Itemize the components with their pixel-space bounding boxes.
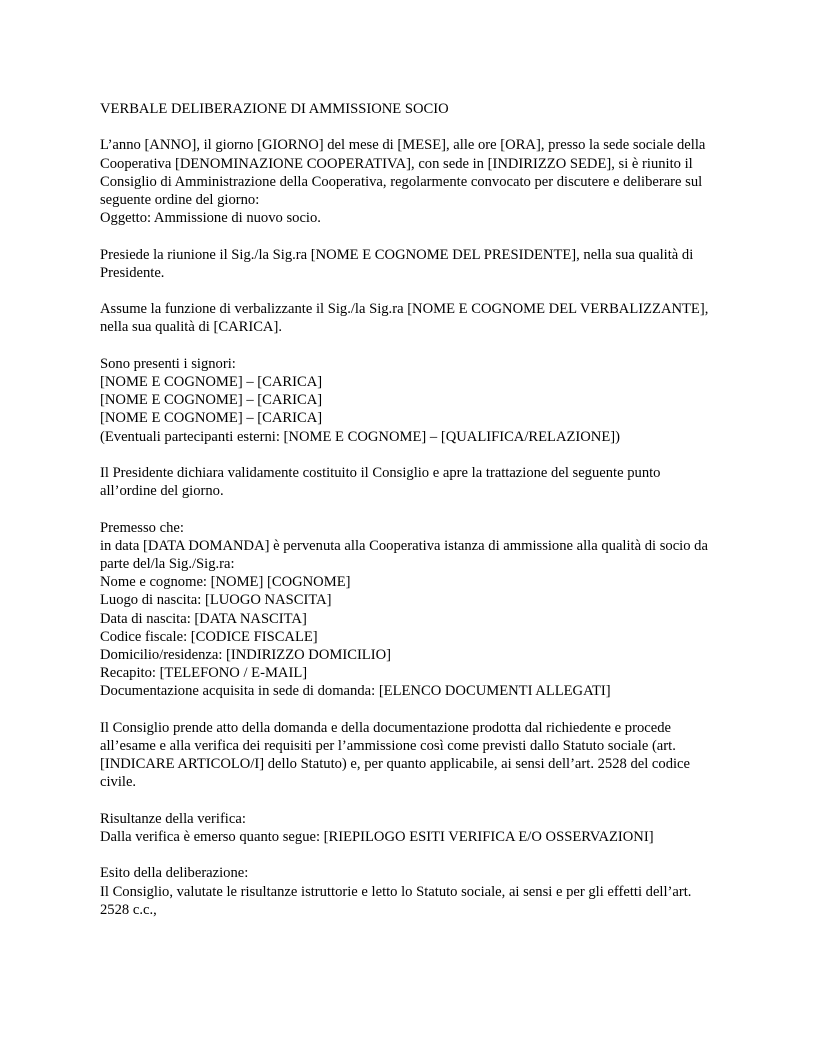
spacer (100, 701, 720, 719)
findings-paragraph: Dalla verifica è emerso quanto segue: [RIEPILOGO ESITI VERIFICA E/O OSSERVAZIONI] (100, 829, 654, 845)
applicant-field: Codice fiscale: [CODICE FISCALE] (100, 628, 318, 645)
applicant-field: Data di nascita: [DATA NASCITA] (100, 610, 307, 627)
present-item: [NOME E COGNOME] – [CARICA] (100, 373, 323, 390)
applicant-field: Luogo di nascita: [LUOGO NASCITA] (100, 592, 332, 609)
president-paragraph: Presiede la riunione il Sig./la Sig.ra [NOME E COGNOME DEL PRESIDENTE], nella sua qualità di Presidente. (100, 246, 694, 281)
review-paragraph: Il Consiglio prende atto della domanda e della documentazione prodotta dal richiedente e procede all’esame e alla verifica dei requisiti per l’ammissione così come previsti dallo Statuto sociale (art. [INDICARE ARTICOLO/I] dello Statuto) e, per quanto applicabile, ai sensi dell’art. 2528 del codice civile. (100, 719, 691, 791)
spacer (100, 227, 720, 245)
spacer (100, 282, 720, 300)
findings-heading: Risultanze della verifica: (100, 810, 246, 827)
present-heading: Sono presenti i signori: (100, 355, 236, 372)
secretary-paragraph: Assume la funzione di verbalizzante il Sig./la Sig.ra [NOME E COGNOME DEL VERBALIZZANTE], nella sua qualità di [CARICA]. (100, 301, 709, 336)
spacer (100, 337, 720, 355)
quorum-paragraph: Il Presidente dichiara validamente costituito il Consiglio e apre la trattazione del seguente punto all’ordine del giorno. (100, 464, 661, 500)
applicant-field: Documentazione acquisita in sede di domanda: [ELENCO DOCUMENTI ALLEGATI] (100, 683, 611, 700)
outcome-paragraph: Il Consiglio, valutate le risultanze istruttorie e letto lo Statuto sociale, ai sensi e per gli effetti dell’art. 2528 c.c., (100, 883, 692, 918)
present-item: [NOME E COGNOME] – [CARICA] (100, 392, 323, 409)
spacer (100, 118, 720, 136)
document-body (100, 100, 720, 919)
spacer (100, 500, 720, 518)
applicant-field: Domicilio/residenza: [INDIRIZZO DOMICILIO] (100, 647, 391, 663)
document-title: VERBALE DELIBERAZIONE DI AMMISSIONE SOCIO (100, 101, 449, 117)
outcome-heading: Esito della deliberazione: (100, 865, 249, 882)
spacer (100, 446, 720, 464)
premise-paragraph: in data [DATA DOMANDA] è pervenuta alla Cooperativa istanza di ammissione alla qualità di socio da parte del/la Sig./Sig.ra: (100, 537, 708, 572)
premise-heading: Premesso che: (100, 519, 184, 536)
applicant-field: Nome e cognome: [NOME] [COGNOME] (100, 574, 351, 591)
external-participants: (Eventuali partecipanti esterni: [NOME E COGNOME] – [QUALIFICA/RELAZIONE]) (100, 428, 620, 445)
present-item: [NOME E COGNOME] – [CARICA] (100, 410, 323, 427)
spacer (100, 792, 720, 810)
subject-line: Oggetto: Ammissione di nuovo socio. (100, 210, 321, 227)
spacer (100, 846, 720, 864)
applicant-field: Recapito: [TELEFONO / E-MAIL] (100, 665, 308, 682)
intro-paragraph: L’anno [ANNO], il giorno [GIORNO] del mese di [MESE], alle ore [ORA], presso la sede sociale della Cooperativa [DENOMINAZIONE COOPERATIVA], con sede in [INDIRIZZO SEDE], si è riunito il Consiglio di Amministrazione della Cooperativa, regolarmente convocato per discutere e deliberare sul seguente ordine del giorno: (100, 137, 706, 208)
